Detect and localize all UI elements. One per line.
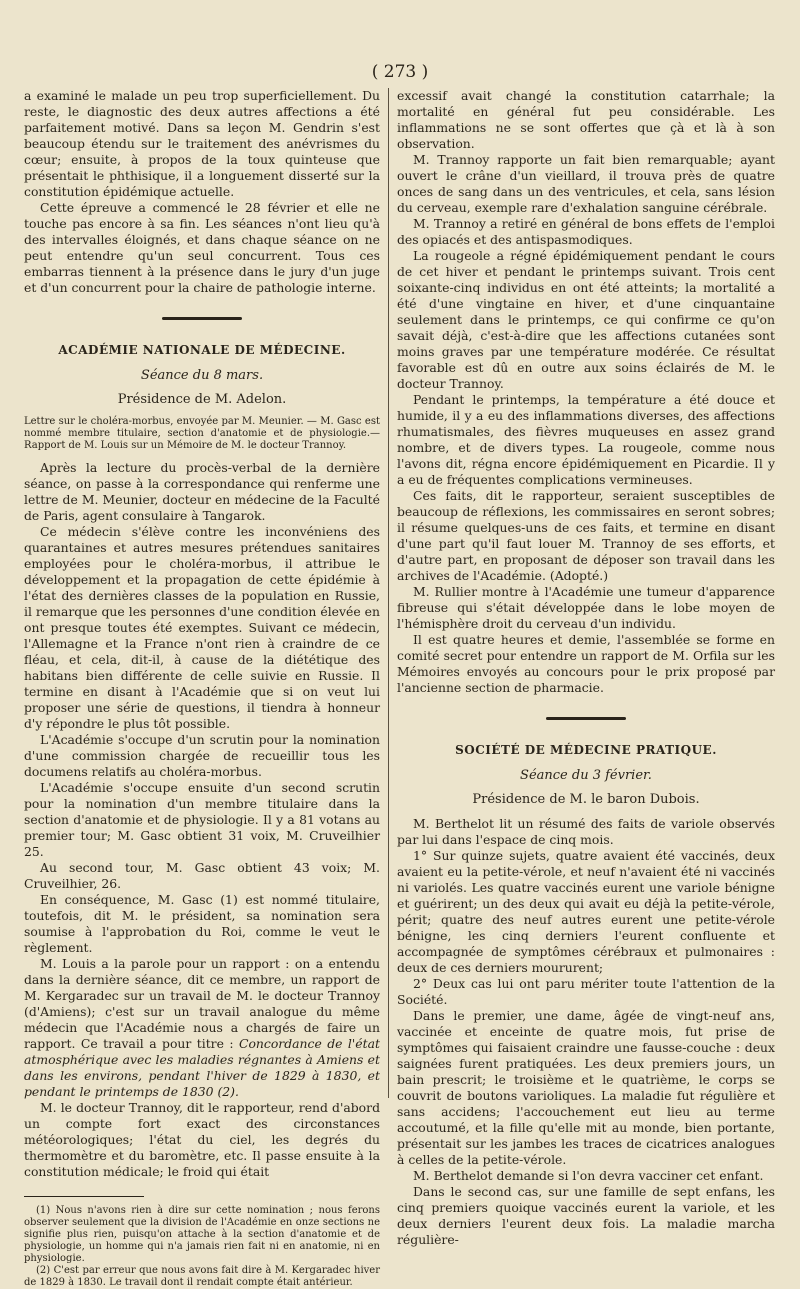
seance-date: Séance du 8 mars. xyxy=(140,368,264,383)
paragraph: a examiné le malade un peu trop superficiellement. Du reste, le diagnostic des deux autres affections a été parfaitement motivé. Dans sa leçon M. Gendrin s'est beaucoup étendu sur le traitement des anévrismes du cœur; ensuite, à propos de la toux quinteuse que présentait le phthisique, il a longuement disserté sur la constitution épidémique actuelle. xyxy=(24,88,380,199)
paragraph: Il est quatre heures et demie, l'assemblée se forme en comité secret pour entendre un rapport de M. Orfila sur les Mémoires envoyés au concours pour le prix proposé par l'ancienne section de pharmacie. xyxy=(397,632,775,695)
section-heading: ACADÉMIE NATIONALE DE MÉDECINE. xyxy=(58,343,346,357)
paragraph: M. Rullier montre à l'Académie une tumeur d'apparence fibreuse qui s'était développée dans le lobe moyen de l'hémisphère droit du cerveau d'un individu. xyxy=(397,584,775,631)
footnote: (2) C'est par erreur que nous avons fait dire à M. Kergaradec hiver de 1829 à 1830. Le travail dont il rendait compte était antérieur. xyxy=(24,1265,380,1288)
paragraph: L'Académie s'occupe ensuite d'un second scrutin pour la nomination d'un membre titulaire dans la section d'anatomie et de physiologie. Il y a 81 votans au premier tour; M. Gasc obtient 31 voix, M. Cruveilhier 25. xyxy=(24,780,380,859)
footnote: (1) Nous n'avons rien à dire sur cette nomination ; nous ferons observer seulement que la division de l'Académie en onze sections ne signifie plus rien, puisqu'on attache à la section d'anatomie et de physiologie, un homme qui n'a jamais rien fait ni en anatomie, ni en physiologie. xyxy=(24,1205,380,1264)
footnote-rule xyxy=(24,1196,144,1197)
presidence: Présidence de M. Adelon. xyxy=(117,392,287,407)
left-column xyxy=(24,88,380,1289)
paragraph: M. Berthelot demande si l'on devra vacciner cet enfant. xyxy=(413,1168,764,1183)
section-ornament xyxy=(397,708,775,724)
paragraph: Au second tour, M. Gasc obtient 43 voix; M. Cruveilhier, 26. xyxy=(24,860,380,891)
paragraph: M. le docteur Trannoy, dit le rapporteur, rend d'abord un compte fort exact des circonstances météorologiques; l'état du ciel, les degrés du thermomètre et du baromètre, etc. Il passe ensuite à la constitution médicale; le froid qui était xyxy=(24,1100,380,1179)
paragraph: M. Trannoy a retiré en général de bons effets de l'emploi des opiacés et des antispasmodiques. xyxy=(397,216,775,247)
paragraph: La rougeole a régné épidémiquement pendant le cours de cet hiver et pendant le printemps suivant. Trois cent soixante-cinq individus en ont été atteints; la mortalité a été d'une vingtaine en hiver, et d'une cinquantaine seulement dans le printemps, ce qui confirme ce qu'on savait déjà, c'est-à-dire que les affections cutanées sont moins graves par une température modérée. Ce résultat favorable est dû en outre aux soins éclairés de M. le docteur Trannoy. xyxy=(397,248,775,391)
page-number: ( 273 ) xyxy=(371,62,429,82)
paragraph: Pendant le printemps, la température a été douce et humide, il y a eu des inflammations diverses, des affections rhumatismales, des fièvres muqueuses en assez grand nombre, et de divers types. La rougeole, comme nous l'avons dit, régna encore épidémiquement en Picardie. Il y a eu de fréquentes complications vermineuses. xyxy=(397,392,775,487)
seance-date: Séance du 3 février. xyxy=(520,768,652,783)
paragraph: Dans le second cas, sur une famille de sept enfans, les cinq premiers quoique vaccinés eurent la variole, et les deux derniers l'eurent deux fois. La maladie marcha régulière- xyxy=(397,1184,775,1247)
presidence: Présidence de M. le baron Dubois. xyxy=(472,792,700,807)
right-column xyxy=(397,88,775,1248)
section-ornament xyxy=(24,308,380,324)
paragraph: En conséquence, M. Gasc (1) est nommé titulaire, toutefois, dit M. le président, sa nomination sera soumise à l'approbation du Roi, comme le veut le règlement. xyxy=(24,892,380,955)
paragraph: 2° Deux cas lui ont paru mériter toute l'attention de la Société. xyxy=(397,976,775,1007)
paragraph: L'Académie s'occupe d'un scrutin pour la nomination d'une commission chargée de recueillir tous les documens relatifs au choléra-morbus. xyxy=(24,732,380,779)
session-summary: Lettre sur le choléra-morbus, envoyée par M. Meunier. — M. Gasc est nommé membre titulaire, section d'anatomie et de physiologie.—Rapport de M. Louis sur un Mémoire de M. le docteur Trannoy. xyxy=(24,416,380,451)
paragraph xyxy=(24,956,380,1100)
paragraph: excessif avait changé la constitution catarrhale; la mortalité en général fut peu considérable. Les inflammations ne se sont offertes que çà et là à son observation. xyxy=(397,88,775,151)
paragraph: Cette épreuve a commencé le 28 février et elle ne touche pas encore à sa fin. Les séances n'ont lieu qu'à des intervalles éloignés, et dans chaque séance on ne peut entendre qu'un seul concurrent. Tous ces embarras tiennent à la présence dans le jury d'un juge et d'un concurrent pour la chaire de pathologie interne. xyxy=(24,200,380,295)
paragraph: Ce médecin s'élève contre les inconvéniens des quarantaines et autres mesures prétendues sanitaires employées pour le choléra-morbus, il attribue le développement et la propagation de cette épidémie à l'état des dernières classes de la population en Russie, il remarque que les personnes d'une condition élevée en ont presque toutes été exemptes. Suivant ce médecin, l'Allemagne et la France n'ont rien à craindre de ce fléau, et cela, dit-il, à cause de la diététique des habitans bien différente de celle suivie en Russie. Il termine en disant à l'Académie que si on veut lui proposer une série de questions, il tiendra à honneur d'y répondre le plus tôt possible. xyxy=(24,524,380,731)
paragraph: M. Berthelot lit un résumé des faits de variole observés par lui dans l'espace de cinq mois. xyxy=(397,816,775,847)
paragraph: 1° Sur quinze sujets, quatre avaient été vaccinés, deux avaient eu la petite-vérole, et neuf n'avaient été ni vaccinés ni variolés. Les quatre vaccinés eurent une variole bénigne et guérirent; un des deux qui avait eu déjà la petite-vérole, périt; quatre des neuf autres eurent une petite-vérole bénigne, les cinq derniers l'eurent confluente et accompagnée de symptômes cérébraux et pulmonaires : deux de ces derniers moururent; xyxy=(397,848,775,975)
paragraph: Dans le premier, une dame, âgée de vingt-neuf ans, vaccinée et enceinte de quatre mois, fut prise de symptômes qui faisaient craindre une fausse-couche : deux saignées furent pratiquées. Les deux premiers jours, un bain prescrit; le troisième et le quatrième, le corps se couvrit de boutons varioliques. La maladie fut régulière et sans accidens; l'accouchement eut lieu au terme accoutumé, et la fille qu'elle mit au monde, bien portante, présentait sur les jambes les traces de cicatrices analogues à celles de la petite-vérole. xyxy=(397,1008,775,1167)
paragraph: Ces faits, dit le rapporteur, seraient susceptibles de beaucoup de réflexions, les commissaires en seront sobres; il résume quelques-uns de ces faits, et termine en disant d'une part qu'il faut louer M. Trannoy de ses efforts, et d'autre part, en proposant de déposer son travail dans les archives de l'Académie. (Adopté.) xyxy=(397,488,775,583)
memoir-title: Concordance de l'état atmosphérique avec les maladies régnantes à Amiens et dans les environs, pendant l'hiver de 1829 à 1830, et pendant le printemps de 1830 (2). xyxy=(24,1036,380,1099)
paragraph: M. Trannoy rapporte un fait bien remarquable; ayant ouvert le crâne d'un vieillard, il trouva près de quatre onces de sang dans un des ventricules, et cela, sans lésion du cerveau, exemple rare d'exhalation sanguine cérébrale. xyxy=(397,152,775,215)
paragraph-text: M. Louis a la parole pour un rapport : on a entendu dans la dernière séance, dit ce membre, un rapport de M. Kergaradec sur un travail de M. le docteur Trannoy (d'Amiens); c'est sur un travail analogue du même médecin que l'Académie nous a chargés de faire un rapport. Ce travail a pour titre : xyxy=(24,956,380,1051)
column-divider xyxy=(388,88,389,1098)
paragraph: Après la lecture du procès-verbal de la dernière séance, on passe à la correspondance qui renferme une lettre de M. Meunier, docteur en médecine de la Faculté de Paris, agent consulaire à Tangarok. xyxy=(24,460,380,523)
section-heading: SOCIÉTÉ DE MÉDECINE PRATIQUE. xyxy=(455,743,717,757)
